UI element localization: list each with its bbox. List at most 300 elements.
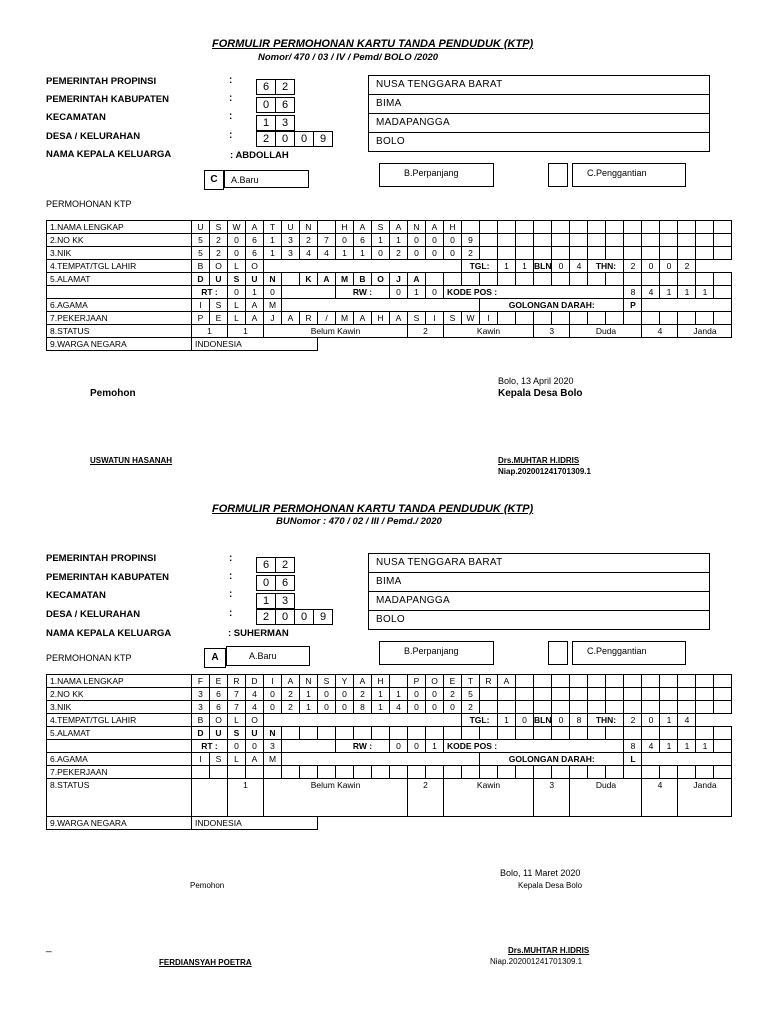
alamat-char[interactable] <box>444 727 462 740</box>
nik-digit[interactable] <box>588 701 606 714</box>
thn-digit[interactable]: 0 <box>642 714 660 727</box>
nama-char[interactable]: T <box>264 221 282 234</box>
alamat-char[interactable]: J <box>390 273 408 286</box>
pekerjaan-char[interactable] <box>282 766 300 779</box>
alamat-char[interactable] <box>516 727 534 740</box>
nokk-digit[interactable] <box>498 688 516 701</box>
nik-digit[interactable] <box>552 247 570 260</box>
alamat-char[interactable]: S <box>228 727 246 740</box>
nik-digit[interactable]: 4 <box>300 247 318 260</box>
alamat-char[interactable]: N <box>264 273 282 286</box>
alamat-char[interactable]: U <box>210 727 228 740</box>
nama-char[interactable]: E <box>210 675 228 688</box>
alamat-char[interactable] <box>570 727 588 740</box>
nokk-digit[interactable] <box>570 688 588 701</box>
pekerjaan-char[interactable] <box>390 766 408 779</box>
nokk-digit[interactable]: 3 <box>192 688 210 701</box>
ttl-char[interactable]: O <box>246 714 264 727</box>
thn-digit[interactable]: 2 <box>678 260 696 273</box>
nama-char[interactable]: W <box>228 221 246 234</box>
nokk-digit[interactable] <box>480 234 498 247</box>
alamat-char[interactable]: U <box>246 273 264 286</box>
alamat-char[interactable] <box>660 727 678 740</box>
pekerjaan-char[interactable]: I <box>480 312 498 325</box>
kodepos-digit[interactable]: 1 <box>696 286 714 299</box>
pekerjaan-char[interactable] <box>570 766 588 779</box>
nama-char[interactable]: D <box>246 675 264 688</box>
nama-char[interactable]: N <box>408 221 426 234</box>
nama-char[interactable] <box>534 675 552 688</box>
nama-char[interactable]: A <box>282 675 300 688</box>
pekerjaan-char[interactable] <box>624 766 642 779</box>
pekerjaan-char[interactable]: S <box>444 312 462 325</box>
alamat-char[interactable] <box>660 273 678 286</box>
bln-digit[interactable]: 0 <box>552 714 570 727</box>
nama-char[interactable]: F <box>192 675 210 688</box>
alamat-char[interactable] <box>480 273 498 286</box>
nokk-digit[interactable]: 2 <box>282 688 300 701</box>
nokk-digit[interactable] <box>642 234 660 247</box>
nokk-digit[interactable]: 2 <box>210 234 228 247</box>
nokk-digit[interactable]: 0 <box>264 688 282 701</box>
pekerjaan-char[interactable] <box>480 766 498 779</box>
nokk-digit[interactable] <box>696 234 714 247</box>
tgl-digit[interactable]: 1 <box>498 714 516 727</box>
pekerjaan-char[interactable] <box>552 312 570 325</box>
nama-char[interactable] <box>552 221 570 234</box>
nik-digit[interactable]: 4 <box>390 701 408 714</box>
nama-char[interactable]: I <box>264 675 282 688</box>
nik-digit[interactable]: 0 <box>228 247 246 260</box>
pekerjaan-char[interactable]: W <box>462 312 480 325</box>
nik-digit[interactable]: 0 <box>408 701 426 714</box>
rt-digit[interactable]: 1 <box>246 286 264 299</box>
nama-char[interactable]: S <box>318 675 336 688</box>
nik-digit[interactable] <box>570 247 588 260</box>
kodepos-digit[interactable]: 4 <box>642 286 660 299</box>
nik-digit[interactable] <box>714 247 732 260</box>
nik-digit[interactable]: 1 <box>264 247 282 260</box>
thn-digit[interactable]: 1 <box>660 714 678 727</box>
bln-digit[interactable]: 0 <box>552 260 570 273</box>
nokk-digit[interactable]: 2 <box>300 234 318 247</box>
nama-char[interactable]: S <box>210 221 228 234</box>
nik-digit[interactable]: 2 <box>390 247 408 260</box>
alamat-char[interactable] <box>570 273 588 286</box>
pekerjaan-char[interactable] <box>534 766 552 779</box>
pekerjaan-char[interactable] <box>660 312 678 325</box>
nokk-digit[interactable] <box>660 688 678 701</box>
nama-char[interactable]: A <box>354 221 372 234</box>
nama-char[interactable] <box>462 221 480 234</box>
nama-char[interactable]: A <box>354 675 372 688</box>
nik-digit[interactable]: 0 <box>318 701 336 714</box>
agama-char[interactable]: I <box>192 299 210 312</box>
nik-digit[interactable]: 2 <box>462 701 480 714</box>
nama-char[interactable]: A <box>498 675 516 688</box>
pekerjaan-char[interactable] <box>534 312 552 325</box>
nokk-digit[interactable] <box>624 688 642 701</box>
nokk-digit[interactable]: 0 <box>228 234 246 247</box>
goldar-value[interactable]: P <box>624 299 642 312</box>
alamat-char[interactable] <box>426 727 444 740</box>
nik-digit[interactable] <box>660 247 678 260</box>
option-baru[interactable]: A.Baru <box>224 170 309 188</box>
alamat-char[interactable]: D <box>192 273 210 286</box>
ttl-char[interactable]: L <box>228 714 246 727</box>
alamat-char[interactable] <box>552 727 570 740</box>
pekerjaan-char[interactable] <box>516 312 534 325</box>
nokk-digit[interactable] <box>642 688 660 701</box>
alamat-char[interactable] <box>606 727 624 740</box>
agama-char[interactable]: L <box>228 299 246 312</box>
thn-digit[interactable]: 2 <box>624 260 642 273</box>
rt-digit[interactable]: 0 <box>246 740 264 753</box>
rt-digit[interactable]: 0 <box>228 740 246 753</box>
alamat-char[interactable]: U <box>246 727 264 740</box>
nik-digit[interactable]: 0 <box>372 247 390 260</box>
pekerjaan-char[interactable] <box>498 766 516 779</box>
ttl-char[interactable]: B <box>192 260 210 273</box>
nama-char[interactable]: Y <box>336 675 354 688</box>
nama-char[interactable]: H <box>336 221 354 234</box>
alamat-char[interactable] <box>552 273 570 286</box>
agama-char[interactable]: A <box>246 299 264 312</box>
nama-char[interactable]: H <box>444 221 462 234</box>
alamat-char[interactable]: M <box>336 273 354 286</box>
nokk-digit[interactable] <box>714 234 732 247</box>
nama-char[interactable] <box>660 221 678 234</box>
pekerjaan-char[interactable]: E <box>210 312 228 325</box>
pekerjaan-char[interactable] <box>642 766 660 779</box>
nama-char[interactable]: P <box>408 675 426 688</box>
nik-digit[interactable] <box>696 701 714 714</box>
nik-digit[interactable]: 4 <box>246 701 264 714</box>
nokk-digit[interactable]: 1 <box>300 688 318 701</box>
nokk-digit[interactable] <box>516 234 534 247</box>
nokk-digit[interactable] <box>516 688 534 701</box>
nokk-digit[interactable] <box>570 234 588 247</box>
nik-digit[interactable] <box>678 247 696 260</box>
alamat-char[interactable]: K <box>300 273 318 286</box>
pekerjaan-char[interactable] <box>588 766 606 779</box>
wn-value[interactable]: INDONESIA <box>192 817 318 830</box>
alamat-char[interactable]: D <box>192 727 210 740</box>
tgl-digit[interactable]: 0 <box>516 714 534 727</box>
nokk-digit[interactable]: 1 <box>264 234 282 247</box>
nik-digit[interactable] <box>624 701 642 714</box>
nokk-digit[interactable]: 9 <box>462 234 480 247</box>
alamat-char[interactable] <box>372 727 390 740</box>
pekerjaan-char[interactable] <box>714 312 732 325</box>
pekerjaan-char[interactable] <box>336 766 354 779</box>
nik-digit[interactable] <box>498 247 516 260</box>
ttl-char[interactable]: O <box>210 260 228 273</box>
pekerjaan-char[interactable] <box>300 766 318 779</box>
nokk-digit[interactable] <box>498 234 516 247</box>
agama-char[interactable]: S <box>210 299 228 312</box>
thn-digit[interactable]: 4 <box>678 714 696 727</box>
nama-char[interactable]: U <box>192 221 210 234</box>
nama-char[interactable]: T <box>462 675 480 688</box>
pekerjaan-char[interactable] <box>210 766 228 779</box>
alamat-char[interactable] <box>354 727 372 740</box>
pekerjaan-char[interactable] <box>228 766 246 779</box>
alamat-char[interactable] <box>696 727 714 740</box>
ttl-char[interactable]: L <box>228 260 246 273</box>
pekerjaan-char[interactable]: P <box>192 312 210 325</box>
pekerjaan-char[interactable] <box>678 766 696 779</box>
nama-char[interactable] <box>552 675 570 688</box>
pekerjaan-char[interactable]: A <box>390 312 408 325</box>
nik-digit[interactable] <box>660 701 678 714</box>
nik-digit[interactable] <box>696 247 714 260</box>
nokk-digit[interactable] <box>588 234 606 247</box>
nama-char[interactable] <box>498 221 516 234</box>
nik-digit[interactable]: 0 <box>444 701 462 714</box>
ttl-char[interactable]: O <box>246 260 264 273</box>
nokk-digit[interactable] <box>714 688 732 701</box>
option-perpanjang[interactable]: B.Perpanjang <box>379 163 494 187</box>
alamat-char[interactable] <box>480 727 498 740</box>
alamat-char[interactable] <box>624 273 642 286</box>
alamat-char[interactable] <box>282 273 300 286</box>
agama-char[interactable]: L <box>228 753 246 766</box>
pekerjaan-char[interactable]: A <box>354 312 372 325</box>
agama-char[interactable]: M <box>264 299 282 312</box>
kodepos-digit[interactable]: 4 <box>642 740 660 753</box>
nokk-digit[interactable]: 5 <box>462 688 480 701</box>
kodepos-digit[interactable]: 1 <box>678 740 696 753</box>
nokk-digit[interactable] <box>678 688 696 701</box>
pekerjaan-char[interactable]: / <box>318 312 336 325</box>
pengganti-checkbox[interactable] <box>548 163 568 187</box>
nama-char[interactable] <box>588 221 606 234</box>
pekerjaan-char[interactable]: J <box>264 312 282 325</box>
tgl-digit[interactable]: 1 <box>516 260 534 273</box>
nama-char[interactable] <box>516 675 534 688</box>
alamat-char[interactable] <box>408 727 426 740</box>
nama-char[interactable]: N <box>300 221 318 234</box>
pekerjaan-char[interactable] <box>372 766 390 779</box>
nik-digit[interactable]: 3 <box>282 247 300 260</box>
nama-char[interactable]: A <box>246 221 264 234</box>
agama-char[interactable]: S <box>210 753 228 766</box>
nama-char[interactable] <box>390 675 408 688</box>
nama-char[interactable]: O <box>426 675 444 688</box>
nama-char[interactable]: R <box>480 675 498 688</box>
nokk-digit[interactable]: 6 <box>210 688 228 701</box>
nokk-digit[interactable]: 0 <box>426 234 444 247</box>
nokk-digit[interactable] <box>696 688 714 701</box>
nokk-digit[interactable] <box>606 688 624 701</box>
pekerjaan-char[interactable] <box>552 766 570 779</box>
kodepos-digit[interactable]: 8 <box>624 740 642 753</box>
nik-digit[interactable] <box>498 701 516 714</box>
pekerjaan-char[interactable] <box>444 766 462 779</box>
nokk-digit[interactable] <box>552 234 570 247</box>
nama-char[interactable]: R <box>228 675 246 688</box>
nik-digit[interactable] <box>516 247 534 260</box>
alamat-char[interactable] <box>696 273 714 286</box>
nik-digit[interactable]: 5 <box>192 247 210 260</box>
permohonan-code[interactable]: C <box>204 170 224 190</box>
nik-digit[interactable] <box>552 701 570 714</box>
pekerjaan-char[interactable]: S <box>408 312 426 325</box>
pekerjaan-char[interactable] <box>714 766 732 779</box>
nik-digit[interactable] <box>606 701 624 714</box>
nama-char[interactable] <box>516 221 534 234</box>
nama-char[interactable]: H <box>372 675 390 688</box>
permohonan-code[interactable]: A <box>204 648 226 668</box>
nik-digit[interactable] <box>516 701 534 714</box>
alamat-char[interactable] <box>534 273 552 286</box>
nik-digit[interactable] <box>714 701 732 714</box>
alamat-char[interactable] <box>390 727 408 740</box>
pekerjaan-char[interactable] <box>606 766 624 779</box>
pekerjaan-char[interactable] <box>318 766 336 779</box>
nama-char[interactable] <box>660 675 678 688</box>
nik-digit[interactable]: 2 <box>282 701 300 714</box>
nik-digit[interactable] <box>642 247 660 260</box>
option-baru[interactable]: A.Baru <box>226 646 310 666</box>
nokk-digit[interactable]: 4 <box>246 688 264 701</box>
nama-char[interactable] <box>696 221 714 234</box>
rw-digit[interactable]: 0 <box>426 286 444 299</box>
alamat-char[interactable] <box>462 727 480 740</box>
nik-digit[interactable] <box>624 247 642 260</box>
nik-digit[interactable]: 2 <box>210 247 228 260</box>
pekerjaan-char[interactable] <box>624 312 642 325</box>
pekerjaan-char[interactable]: A <box>246 312 264 325</box>
nama-char[interactable] <box>624 221 642 234</box>
alamat-char[interactable] <box>336 727 354 740</box>
alamat-char[interactable]: S <box>228 273 246 286</box>
nik-digit[interactable]: 1 <box>336 247 354 260</box>
nokk-digit[interactable]: 6 <box>354 234 372 247</box>
pekerjaan-char[interactable] <box>660 766 678 779</box>
thn-digit[interactable]: 0 <box>642 260 660 273</box>
option-pengganti[interactable]: C.Penggantian <box>572 641 686 665</box>
nik-digit[interactable]: 6 <box>246 247 264 260</box>
rw-digit[interactable]: 1 <box>408 286 426 299</box>
rw-digit[interactable]: 0 <box>408 740 426 753</box>
nama-char[interactable] <box>588 675 606 688</box>
nik-digit[interactable] <box>480 701 498 714</box>
nik-digit[interactable]: 7 <box>228 701 246 714</box>
nokk-digit[interactable]: 1 <box>372 688 390 701</box>
pekerjaan-char[interactable] <box>678 312 696 325</box>
option-pengganti[interactable]: C.Penggantian <box>572 163 686 187</box>
alamat-char[interactable] <box>642 273 660 286</box>
alamat-char[interactable]: O <box>372 273 390 286</box>
alamat-char[interactable] <box>282 727 300 740</box>
alamat-char[interactable] <box>498 727 516 740</box>
rt-digit[interactable]: 0 <box>228 286 246 299</box>
alamat-char[interactable] <box>678 273 696 286</box>
nokk-digit[interactable]: 1 <box>390 234 408 247</box>
alamat-char[interactable] <box>300 727 318 740</box>
nokk-digit[interactable]: 2 <box>444 688 462 701</box>
nik-digit[interactable] <box>480 247 498 260</box>
nama-char[interactable] <box>642 675 660 688</box>
nik-digit[interactable] <box>534 701 552 714</box>
pekerjaan-char[interactable]: I <box>426 312 444 325</box>
nik-digit[interactable]: 0 <box>264 701 282 714</box>
pekerjaan-char[interactable] <box>588 312 606 325</box>
alamat-char[interactable] <box>426 273 444 286</box>
nokk-digit[interactable]: 0 <box>408 688 426 701</box>
nama-char[interactable] <box>642 221 660 234</box>
rw-digit[interactable]: 0 <box>390 286 408 299</box>
nokk-digit[interactable]: 0 <box>336 688 354 701</box>
alamat-char[interactable] <box>516 273 534 286</box>
alamat-char[interactable] <box>588 273 606 286</box>
rw-digit[interactable]: 0 <box>390 740 408 753</box>
nik-digit[interactable]: 0 <box>336 701 354 714</box>
alamat-char[interactable]: A <box>318 273 336 286</box>
alamat-char[interactable] <box>678 727 696 740</box>
goldar-value[interactable]: L <box>624 753 642 766</box>
nik-digit[interactable] <box>588 247 606 260</box>
pekerjaan-char[interactable] <box>516 766 534 779</box>
nokk-digit[interactable]: 0 <box>426 688 444 701</box>
pekerjaan-char[interactable]: M <box>336 312 354 325</box>
pekerjaan-char[interactable] <box>462 766 480 779</box>
alamat-char[interactable] <box>714 727 732 740</box>
kodepos-digit[interactable]: 1 <box>660 286 678 299</box>
nokk-digit[interactable]: 1 <box>390 688 408 701</box>
agama-char[interactable]: M <box>264 753 282 766</box>
nama-char[interactable] <box>606 221 624 234</box>
option-perpanjang[interactable]: B.Perpanjang <box>379 641 494 665</box>
nokk-digit[interactable]: 0 <box>444 234 462 247</box>
nama-char[interactable] <box>678 675 696 688</box>
alamat-char[interactable]: B <box>354 273 372 286</box>
kodepos-digit[interactable]: 1 <box>660 740 678 753</box>
nik-digit[interactable]: 3 <box>192 701 210 714</box>
pekerjaan-char[interactable] <box>696 766 714 779</box>
alamat-char[interactable] <box>444 273 462 286</box>
nokk-digit[interactable]: 3 <box>282 234 300 247</box>
kodepos-digit[interactable]: 8 <box>624 286 642 299</box>
nama-char[interactable]: A <box>426 221 444 234</box>
nik-digit[interactable] <box>534 247 552 260</box>
nik-digit[interactable]: 0 <box>426 247 444 260</box>
ttl-char[interactable]: O <box>210 714 228 727</box>
pekerjaan-char[interactable] <box>264 766 282 779</box>
nokk-digit[interactable] <box>534 234 552 247</box>
alamat-char[interactable] <box>606 273 624 286</box>
nokk-digit[interactable] <box>552 688 570 701</box>
pekerjaan-char[interactable] <box>570 312 588 325</box>
nokk-digit[interactable]: 7 <box>318 234 336 247</box>
nama-char[interactable] <box>696 675 714 688</box>
nik-digit[interactable]: 0 <box>426 701 444 714</box>
nik-digit[interactable]: 1 <box>354 247 372 260</box>
kodepos-digit[interactable]: 1 <box>696 740 714 753</box>
kodepos-digit[interactable]: 1 <box>678 286 696 299</box>
nik-digit[interactable]: 0 <box>408 247 426 260</box>
pengganti-checkbox[interactable] <box>548 641 568 665</box>
nokk-digit[interactable]: 2 <box>354 688 372 701</box>
rt-digit[interactable]: 3 <box>264 740 282 753</box>
pekerjaan-char[interactable] <box>642 312 660 325</box>
alamat-char[interactable]: A <box>408 273 426 286</box>
nokk-digit[interactable]: 6 <box>246 234 264 247</box>
pekerjaan-char[interactable] <box>426 766 444 779</box>
alamat-char[interactable] <box>534 727 552 740</box>
